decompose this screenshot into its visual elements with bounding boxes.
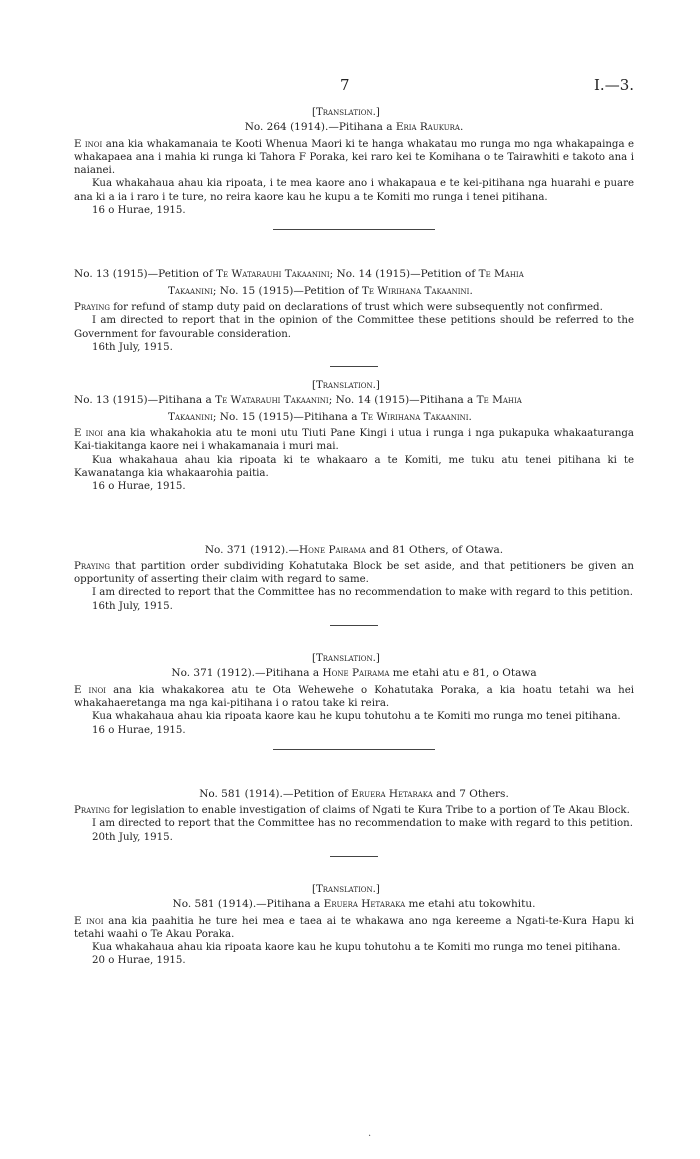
section-petition-581	[74, 788, 634, 844]
petitioner-name: Te Watarauhi Takaanini	[215, 394, 329, 407]
petitioner-name: Te Watarauhi Takaanini	[216, 268, 330, 281]
heading-text: me etahi atu tokowhitu.	[405, 898, 536, 911]
paragraph: Kua whakahaua ahau kia ripoata, i te mea kaore ano i whakapaua e te kei-pitihana nga huarahi e puare ana ki a ia i raro i te ture, no reira kaore kau he kupu a te Komiti mo runga i tenei pitihana.	[74, 178, 634, 203]
paragraph: I am directed to report that in the opinion of the Committee these petitions should be referred to the Government for favourable consideration.	[74, 315, 634, 340]
paragraph	[74, 684, 634, 711]
document-body	[74, 106, 634, 968]
paragraph: I am directed to report that the Committee has no recommendation to make with regard to this petition.	[92, 818, 633, 830]
heading-text: ; No. 15 (1915)—Pitihana a	[212, 410, 361, 423]
page-number: 7	[340, 76, 350, 94]
section-petitions-13-15-translation	[74, 379, 634, 493]
paragraph: I am directed to report that the Committee has no recommendation to make with regard to this petition.	[92, 587, 633, 599]
paragraph	[74, 138, 634, 178]
paragraph	[74, 301, 634, 314]
section-petition-371-translation	[74, 652, 634, 737]
divider	[273, 749, 435, 750]
divider	[330, 625, 378, 626]
petitioner-name: Te Mahia	[478, 268, 524, 281]
heading-text: ; No. 14 (1915)—Petition of	[329, 268, 479, 281]
heading-text: No. 581 (1914).—Pitihana a	[172, 898, 324, 911]
petitioner-name: Te Mahia	[476, 394, 522, 407]
section-heading	[74, 121, 634, 134]
section-heading	[74, 544, 634, 557]
heading-text: No. 13 (1915)—Petition of	[74, 268, 217, 281]
heading-text: me etahi atu e 81, o Otawa	[389, 667, 537, 680]
section-heading	[74, 394, 634, 407]
heading-text: ; No. 14 (1915)—Pitihana a	[328, 394, 477, 407]
heading-text: No. 371 (1912).—	[204, 543, 299, 556]
petitioner-name: Eria Raukura.	[395, 121, 464, 134]
divider	[273, 229, 435, 230]
lead-word: Praying	[74, 301, 110, 313]
paragraph: Kua whakahaua ahau kia ripoata kaore kau he kupu tohutohu a te Komiti mo runga mo tenei pitihana.	[92, 711, 621, 723]
lead-word: E inoi	[74, 915, 104, 927]
petitioner-name: Hone Pairama	[299, 543, 366, 556]
heading-text: No. 371 (1912).—Pitihana a	[171, 667, 323, 680]
heading-text: and 81 Others, of Otawa.	[365, 543, 504, 556]
petitioner-name: Te Wirihana Takaanini.	[360, 410, 472, 423]
paragraph-text: ana kia paahitia he ture hei mea e taea ai te whakawa ano nga kereeme a Ngati-te-Kura Hapu ki tetahi waahi o Te Akau Poraka.	[74, 915, 634, 940]
date: 16 o Hurae, 1915.	[92, 205, 186, 217]
section-heading	[74, 667, 634, 680]
paragraph-text: ana kia whakamanaia te Kooti Whenua Maori ki te hanga whakatau mo runga mo nga whakapainga e whakapaea ana i mahia ki runga ki Tahora F Poraka, kei raro kei te Komihana o te Tairawhiti e takoto ana i naianei.	[74, 138, 634, 177]
translation-label: [Translation.]	[312, 883, 380, 895]
heading-text: No. 264 (1914).—Pitihana a	[244, 121, 396, 134]
paragraph	[74, 804, 634, 817]
paragraph-text: for legislation to enable investigation of claims of Ngati te Kura Tribe to a portion of Te Akau Block.	[110, 805, 630, 817]
petitioner-name: Hone Pairama	[322, 667, 390, 680]
divider	[330, 366, 378, 367]
paragraph: Kua whakahaua ahau kia ripoata ki te whakaaro a te Komiti, me tuku atu tenei pitihana ki te Kawanatanga kia whakaarohia paitia.	[74, 454, 634, 479]
lead-word: E inoi	[74, 684, 106, 696]
translation-label: [Translation.]	[312, 380, 380, 392]
heading-text: and 7 Others.	[432, 787, 509, 800]
section-heading-continued	[74, 411, 634, 424]
heading-text: ; No. 15 (1915)—Petition of	[212, 284, 362, 297]
translation-label: [Translation.]	[312, 107, 380, 118]
petitioner-name: Te Wirihana Takaanini.	[361, 284, 473, 297]
date: 16 o Hurae, 1915.	[92, 724, 186, 736]
date: 16th July, 1915.	[92, 600, 173, 612]
date: 20th July, 1915.	[92, 831, 173, 843]
lead-word: Praying	[74, 560, 110, 572]
date: 20 o Hurae, 1915.	[92, 955, 186, 967]
heading-text: No. 13 (1915)—Pitihana a	[74, 394, 216, 407]
translation-label: [Translation.]	[312, 653, 380, 665]
page-reference: I.—3.	[594, 76, 635, 94]
paragraph: Kua whakahaua ahau kia ripoata kaore kau he kupu tohutohu a te Komiti mo runga mo tenei pitihana.	[92, 942, 621, 954]
date: 16 o Hurae, 1915.	[92, 481, 186, 493]
divider	[330, 856, 378, 857]
section-heading	[74, 268, 634, 281]
lead-word: E inoi	[74, 428, 104, 440]
petitioner-name: Eruera Hetaraka	[351, 787, 433, 800]
heading-text: No. 581 (1914).—Petition of	[199, 787, 352, 800]
section-heading	[74, 898, 634, 911]
petitioner-name: Eruera Hetaraka	[323, 898, 406, 911]
section-petition-371	[74, 544, 634, 613]
date: 16th July, 1915.	[92, 341, 173, 353]
paragraph	[74, 427, 634, 454]
lead-word: Praying	[74, 805, 110, 817]
section-petition-581-translation	[74, 883, 634, 968]
paragraph-text: ana kia whakakorea atu te Ota Wehewehe o Kohatutaka Poraka, a kia hoatu tetahi wa hei whakahaeretanga ma nga kai-pitihana i o ratou take ki reira.	[74, 684, 634, 709]
paragraph-text: for refund of stamp duty paid on declarations of trust which were subsequently not confirmed.	[110, 301, 603, 313]
paragraph	[74, 560, 634, 587]
petitioner-name: Takaanini	[168, 284, 213, 297]
footer-mark: .	[368, 1128, 372, 1139]
paragraph-text: ana kia whakahokia atu te moni utu Tiuti Pane Kingi i utua i runga i nga pukapuka whakaaturanga Kai-tiakitanga kaore nei i whakamanaia i muri mai.	[74, 428, 634, 453]
section-petition-264-translation	[74, 106, 634, 217]
lead-word: E inoi	[74, 138, 103, 150]
paragraph-text: that partition order subdividing Kohatutaka Block be set aside, and that petitioners be given an opportunity of asserting their claim with regard to same.	[74, 560, 634, 586]
section-petitions-13-15	[74, 268, 634, 354]
petitioner-name: Takaanini	[168, 410, 213, 423]
section-heading-continued	[74, 285, 634, 298]
paragraph	[74, 915, 634, 942]
section-heading	[74, 788, 634, 801]
